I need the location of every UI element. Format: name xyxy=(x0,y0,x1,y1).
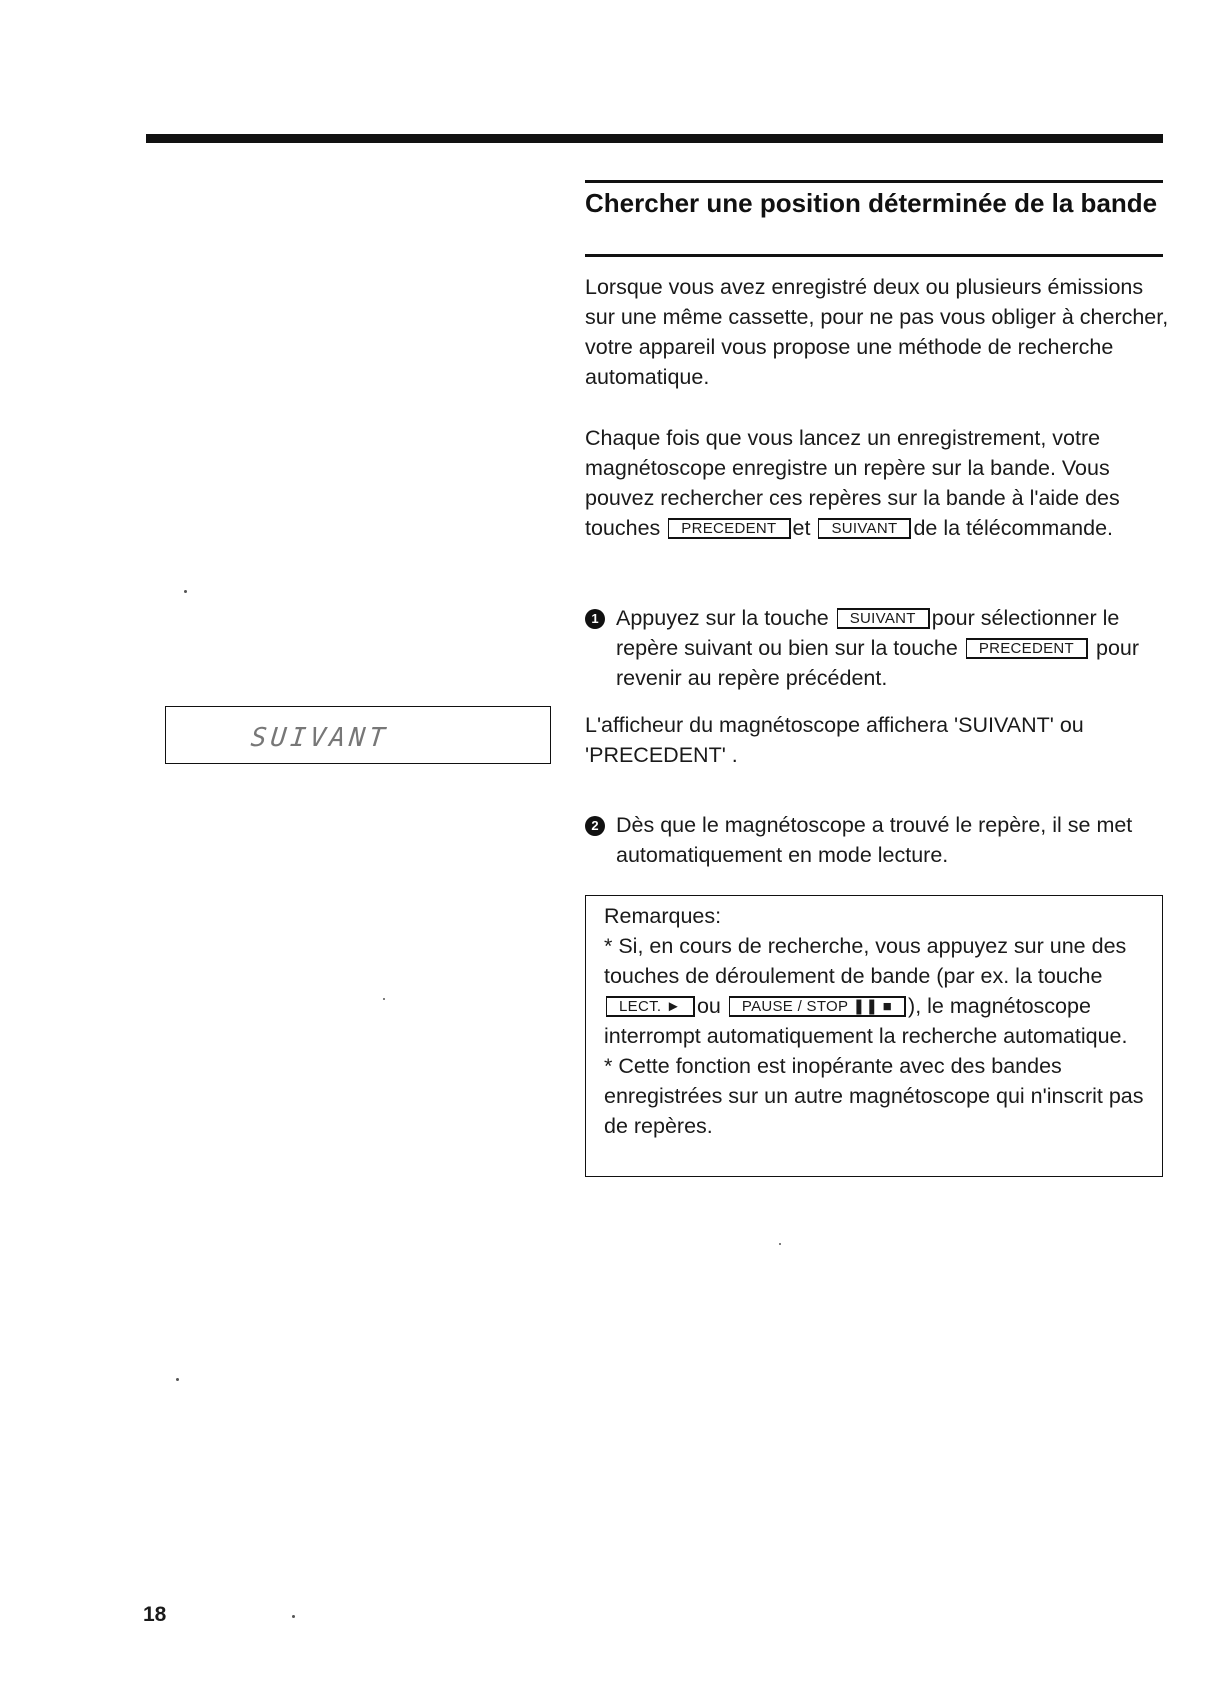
step-2-text: Dès que le magnétoscope a trouvé le repère, il se met automatiquement en mode lecture. xyxy=(616,813,1133,867)
scan-speck xyxy=(176,1378,179,1381)
step-1 xyxy=(585,603,1175,693)
suivant-key: SUIVANT xyxy=(818,518,911,539)
vcr-display-text: SUIVANT xyxy=(249,723,391,753)
page-number: 18 xyxy=(143,1603,167,1626)
scan-speck xyxy=(383,998,385,1000)
section-rule-bottom xyxy=(585,254,1163,257)
note-1-text-b: ), le magnétoscope interrompt automatiquement la recherche automatique. xyxy=(604,994,1128,1048)
display-info-paragraph: L'afficheur du magnétoscope affichera 'SUIVANT' ou 'PRECEDENT' . xyxy=(585,713,1084,767)
step-1-text-c: pour revenir au repère précédent. xyxy=(616,636,1140,690)
index-text-et: et xyxy=(792,516,811,540)
precedent-key: PRECEDENT xyxy=(966,638,1088,659)
lect-key: LECT. ► xyxy=(606,996,695,1017)
index-paragraph xyxy=(585,423,1175,543)
step-number-badge: 2 xyxy=(585,816,605,836)
step-1-text-a: Appuyez sur la touche xyxy=(616,606,829,630)
intro-paragraph: Lorsque vous avez enregistré deux ou plusieurs émissions sur une même cassette, pour ne pas vous obliger à chercher, votre appareil vous propose une méthode de recherche automatique. xyxy=(585,275,1169,389)
step-2 xyxy=(585,810,1175,870)
scan-speck xyxy=(184,590,187,593)
note-1-text-ou: ou xyxy=(696,994,721,1018)
step-1-text xyxy=(585,603,1175,693)
note-1-text-a: * Si, en cours de recherche, vous appuyez sur une des touches de déroulement de bande (par ex. la touche xyxy=(604,934,1127,988)
section-rule-top xyxy=(585,180,1163,183)
note-1 xyxy=(604,931,1152,1051)
scan-speck xyxy=(779,1243,781,1245)
suivant-key: SUIVANT xyxy=(837,608,930,629)
pause-stop-key: PAUSE / STOP ❚❚ ■ xyxy=(729,996,906,1017)
index-text-b: de la télécommande. xyxy=(913,516,1114,540)
scan-speck xyxy=(292,1615,295,1618)
notes-box xyxy=(585,895,1163,1177)
vcr-display-panel xyxy=(165,706,551,764)
step-1-text-b: pour sélectionner le repère suivant ou bien sur la touche xyxy=(616,606,1120,660)
top-rule xyxy=(146,134,1163,143)
index-text-a: Chaque fois que vous lancez un enregistrement, votre magnétoscope enregistre un repère sur la bande. Vous pouvez rechercher ces repères sur la bande à l'aide des touches xyxy=(585,426,1120,540)
step-number-badge: 1 xyxy=(585,609,605,629)
precedent-key: PRECEDENT xyxy=(668,518,790,539)
note-2: * Cette fonction est inopérante avec des bandes enregistrées sur un autre magnétoscope qui n'inscrit pas de repères. xyxy=(604,1054,1144,1138)
notes-heading: Remarques: xyxy=(604,904,722,928)
section-title: Chercher une position déterminée de la bande xyxy=(585,188,1158,218)
